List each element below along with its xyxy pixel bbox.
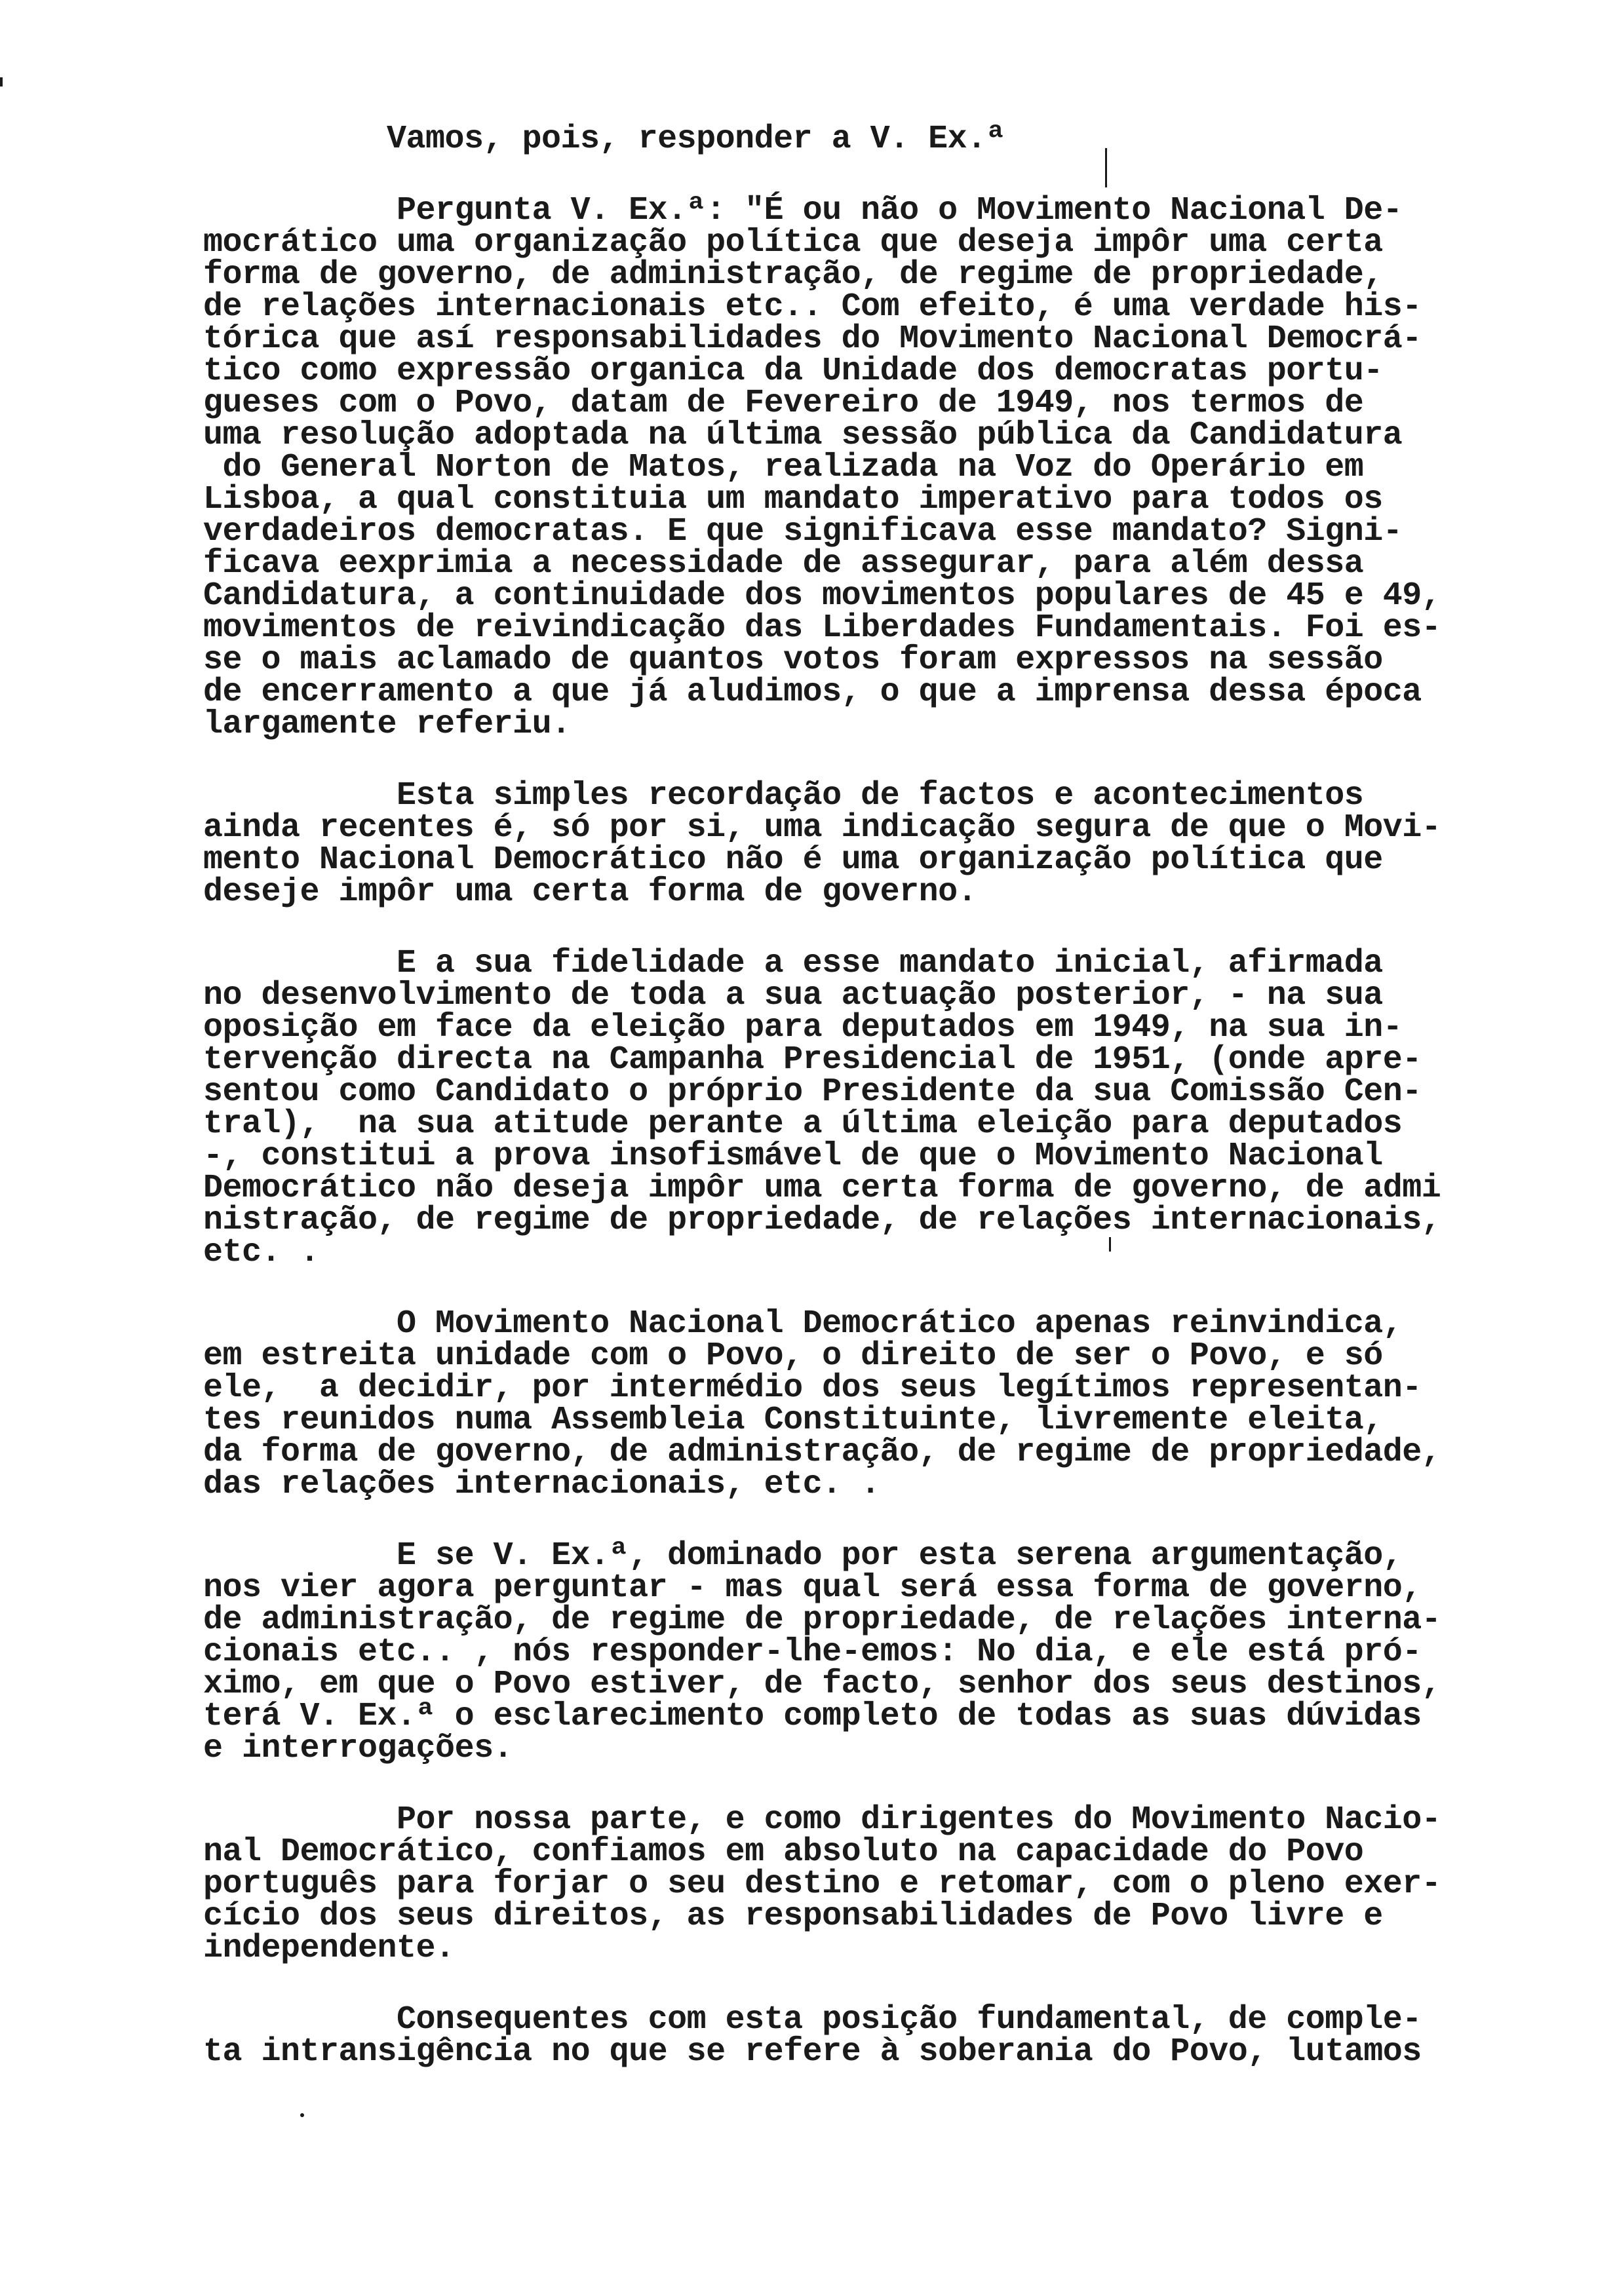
ink-dot (300, 2113, 304, 2117)
text-line: português para forjar o seu destino e retomar, com o pleno exer- (203, 1866, 1441, 1903)
text-line: mento Nacional Democrático não é uma organização política que (203, 841, 1383, 879)
paragraph (203, 1305, 1441, 1503)
paragraph (203, 2001, 1435, 2071)
text-line: deseje impôr uma certa forma de governo. (203, 873, 977, 911)
text-line: uma resolução adoptada na última sessão pública da Candidatura (203, 417, 1403, 454)
text-line: nistração, de regime de propriedade, de relações internacionais, (203, 1202, 1441, 1239)
text-line: tico como expressão organica da Unidade dos democratas portu- (203, 353, 1383, 390)
text-line: se o mais aclamado de quantos votos foram expressos na sessão (203, 641, 1383, 679)
text-line: de administração, de regime de propriedade, de relações interna- (203, 1601, 1441, 1639)
text-line: cício dos seus direitos, as responsabilidades de Povo livre e (203, 1898, 1383, 1935)
text-line: no desenvolvimento de toda a sua actuação posterior, - na sua (203, 977, 1383, 1014)
text-line: O Movimento Nacional Democrático apenas reinvindica, (203, 1305, 1403, 1343)
text-line: mocrático uma organização política que deseja impôr uma certa (203, 224, 1383, 261)
paragraph (203, 192, 1441, 743)
text-line: independente. (203, 1930, 455, 1967)
paragraph (203, 1801, 1441, 1967)
text-line: nos vier agora perguntar - mas qual será essa forma de governo, (203, 1569, 1422, 1607)
text-line: gueses com o Povo, datam de Fevereiro de 1949, nos termos de (203, 385, 1364, 422)
text-line: nal Democrático, confiamos em absoluto na capacidade do Povo (203, 1833, 1364, 1871)
text-line: Democrático não deseja impôr uma certa forma de governo, de admi (203, 1170, 1441, 1207)
text-line: ainda recentes é, só por si, uma indicação segura de que o Movi- (203, 809, 1441, 847)
text-line: ta intransigência no que se refere à soberania do Povo, lutamos (203, 2033, 1422, 2071)
margin-mark (0, 77, 3, 86)
text-line: do General Norton de Matos, realizada na Voz do Operário em (203, 449, 1364, 486)
text-line: E se V. Ex.ª, dominado por esta serena argumentação, (203, 1537, 1403, 1575)
text-line: ele, a decidir, por intermédio dos seus legítimos representan- (203, 1369, 1422, 1407)
text-line: Lisboa, a qual constituia um mandato imperativo para todos os (203, 481, 1383, 518)
text-line: tervenção directa na Campanha Presidencial de 1951, (onde apre- (203, 1041, 1422, 1079)
text-line: ficava eexprimia a necessidade de assegurar, para além dessa (203, 545, 1364, 583)
text-line: Pergunta V. Ex.ª: "É ou não o Movimento Nacional De- (203, 192, 1403, 229)
text-line: em estreita unidade com o Povo, o direito de ser o Povo, e só (203, 1337, 1383, 1375)
text-line: tórica que así responsabilidades do Movimento Nacional Democrá- (203, 320, 1422, 358)
text-line: Consequentes com esta posição fundamental, de comple- (203, 2001, 1422, 2038)
text-line: terá V. Ex.ª o esclarecimento completo de todas as suas dúvidas (203, 1698, 1422, 1735)
text-line: E a sua fidelidade a esse mandato inicial, afirmada (203, 945, 1383, 982)
text-line: verdadeiros democratas. E que significava esse mandato? Signi- (203, 513, 1403, 550)
text-line: forma de governo, de administração, de regime de propriedade, (203, 256, 1383, 294)
text-line: oposição em face da eleição para deputados em 1949, na sua in- (203, 1009, 1403, 1046)
text-line: etc. . (203, 1234, 320, 1271)
text-line: da forma de governo, de administração, de regime de propriedade, (203, 1434, 1441, 1471)
text-line: tral), na sua atitude perante a última eleição para deputados (203, 1105, 1403, 1143)
letter-body (203, 121, 1441, 2107)
text-line: e interrogações. (203, 1730, 513, 1767)
text-line: sentou como Candidato o próprio Presidente da sua Comissão Cen- (203, 1073, 1422, 1111)
text-line: largamente referiu. (203, 706, 571, 743)
text-line: -, constitui a prova insofismável de que o Movimento Nacional (203, 1138, 1383, 1175)
text-line: tes reunidos numa Assembleia Constituinte, livremente eleita, (203, 1402, 1383, 1439)
paragraph (203, 945, 1441, 1271)
text-line: ximo, em que o Povo estiver, de facto, senhor dos seus destinos, (203, 1666, 1441, 1703)
text-line: cionais etc.. , nós responder-lhe-emos: No dia, e ele está pró- (203, 1634, 1422, 1671)
text-line: movimentos de reivindicação das Liberdades Fundamentais. Foi es- (203, 609, 1441, 647)
text-line: Por nossa parte, e como dirigentes do Movimento Nacio- (203, 1801, 1441, 1839)
text-line: Esta simples recordação de factos e acontecimentos (203, 777, 1364, 814)
text-line: de encerramento a que já aludimos, o que a imprensa dessa época (203, 674, 1422, 711)
text-line: das relações internacionais, etc. . (203, 1466, 880, 1503)
text-line: de relações internacionais etc.. Com efeito, é uma verdade his- (203, 288, 1422, 326)
opening-line: Vamos, pois, responder a V. Ex.ª (387, 121, 1006, 158)
text-line: Candidatura, a continuidade dos movimentos populares de 45 e 49, (203, 577, 1441, 615)
paragraph (203, 777, 1441, 911)
paragraph (203, 1537, 1441, 1767)
